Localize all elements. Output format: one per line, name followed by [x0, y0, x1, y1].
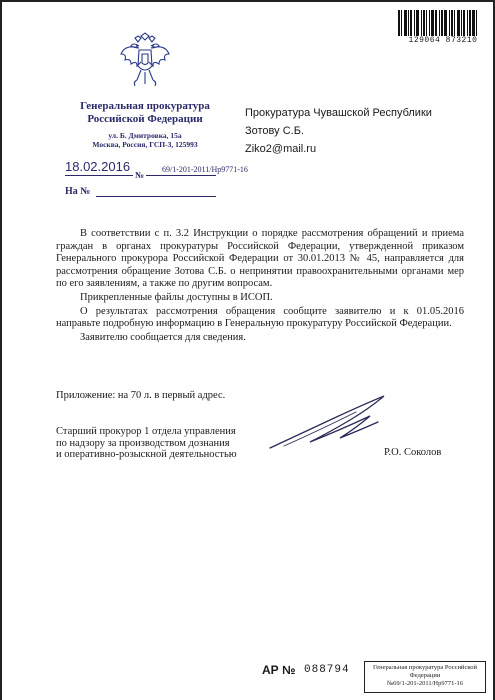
- ap-label: АР №: [262, 663, 296, 677]
- recipient-email: Ziko2@mail.ru: [245, 143, 317, 155]
- stamp-line1: Генеральная прокуратура Российской: [373, 664, 477, 671]
- signer-name: Р.О. Соколов: [384, 447, 442, 458]
- body-paragraph-4: Заявителю сообщается для сведения.: [80, 331, 246, 343]
- recipient-name: Зотову С.Б.: [245, 125, 304, 137]
- document-reference: 69/1-201-2011/Нр9771-16: [162, 165, 248, 174]
- body-paragraph-2: Прикрепленные файлы доступны в ИСОП.: [80, 291, 273, 303]
- number-underline: [146, 175, 216, 176]
- date-underline: [65, 175, 133, 176]
- address-line2: Москва, Россия, ГСП-3, 125993: [92, 140, 198, 149]
- registration-stamp: [364, 661, 486, 693]
- reply-to-label: На №: [65, 186, 91, 197]
- stamp-line3: №69/1-201-2011/Нр9771-16: [386, 680, 463, 687]
- position-line2: по надзору за производством дознания: [56, 437, 230, 449]
- barcode-number: 129064 873210: [408, 36, 478, 45]
- org-name-line2: Российской Федерации: [87, 113, 203, 125]
- body-paragraph-1: В соответствии с п. 3.2 Инструкции о порядке рассмотрения обращений и приема граждан в органах прокуратуры Российской Федерации, утвержденной приказом Генерального прокурора Российской Федерации от 30.01.2013 № 45, направляется для рассмотрения обращение Зотова С.Б. о непринятии правоохранительными органами мер по его заявлениям, а также по другим вопросам.: [56, 228, 464, 290]
- barcode: [398, 10, 488, 36]
- document-date: 18.02.2016: [65, 159, 131, 174]
- coat-of-arms-icon: [119, 32, 171, 88]
- position-line1: Старший прокурор 1 отдела управления: [56, 426, 236, 437]
- attachment-note: Приложение: на 70 л. в первый адрес.: [56, 390, 226, 401]
- organization-address: [56, 131, 234, 149]
- body-paragraph-3: О результатах рассмотрения обращения сообщите заявителю и к 01.05.2016 направьте подробную информацию в Генеральную прокуратуру Российской Федерации.: [56, 305, 464, 330]
- stamp-line2: Федерации: [409, 672, 441, 679]
- org-name-line1: Генеральная прокуратура: [80, 100, 210, 112]
- signer-position: [56, 426, 237, 461]
- scan-border-left: [0, 0, 2, 700]
- letter-body: [56, 228, 464, 344]
- ap-number: 088794: [304, 664, 350, 676]
- address-line1: ул. Б. Дмитровка, 15а: [108, 131, 182, 140]
- position-line3: и оперативно-розыскной деятельностью: [56, 449, 237, 460]
- recipient-organization: Прокуратура Чувашской Республики: [245, 107, 432, 119]
- organization-name: [56, 100, 234, 126]
- number-label: №: [135, 170, 145, 180]
- handwritten-signature: [260, 390, 400, 460]
- scan-border-top: [0, 0, 495, 2]
- reply-to-underline: [96, 196, 216, 197]
